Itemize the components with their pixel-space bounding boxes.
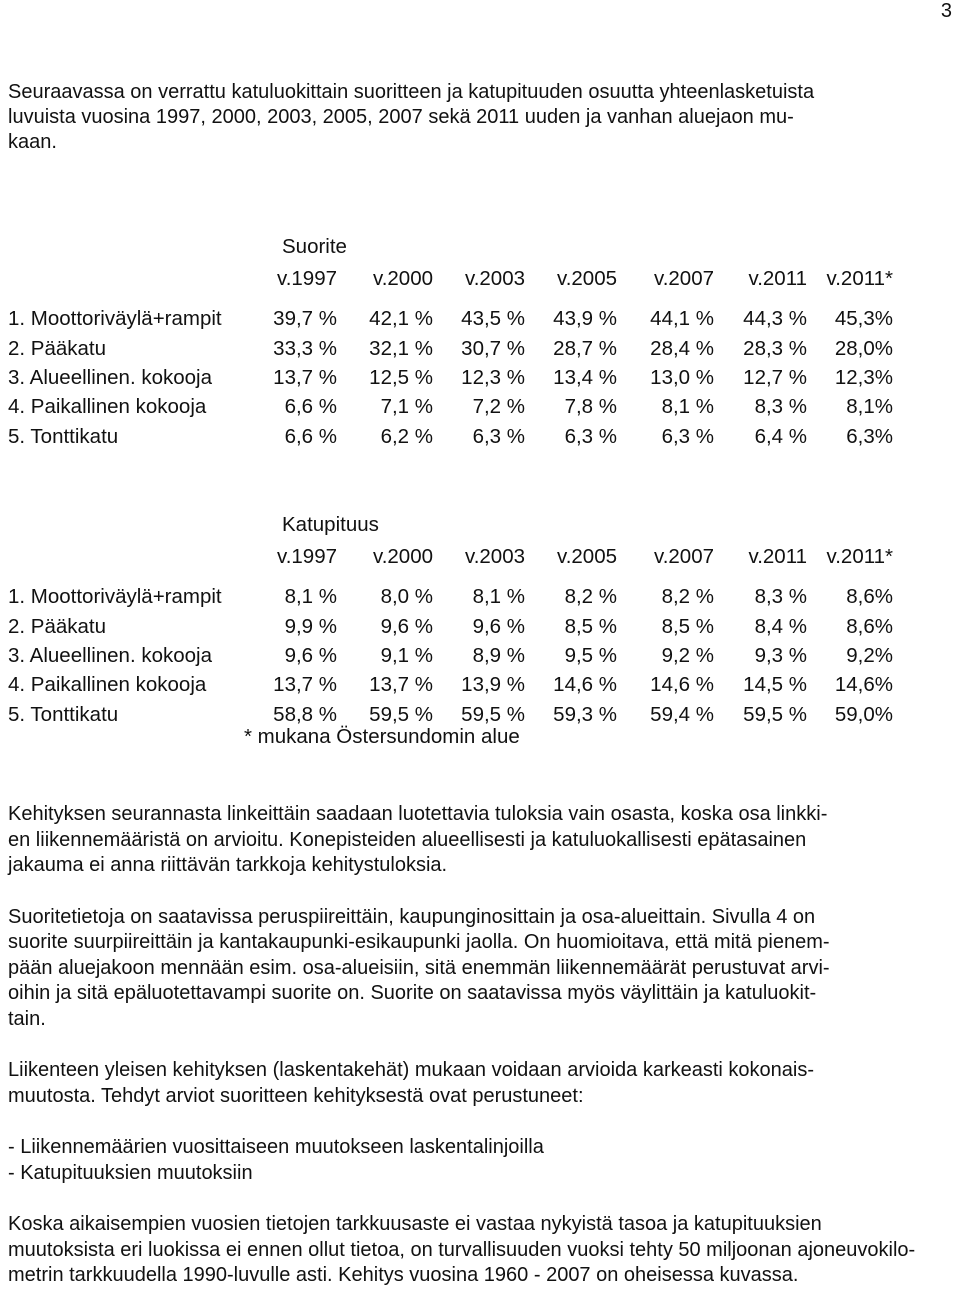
table-cell: 43,5 % <box>461 307 525 330</box>
row-label: 3. Alueellinen. kokooja <box>8 644 213 667</box>
text-line: jakauma ei anna riittävän tarkkoja kehitystuloksia. <box>8 854 448 876</box>
intro-line: luvuista vuosina 1997, 2000, 2003, 2005, 2007 sekä 2011 uuden ja vanhan aluejaon mu- <box>8 106 794 128</box>
text-line: Suoritetietoja on saatavissa peruspiireittäin, kaupunginosittain ja osa-alueittain. Sivulla 4 on <box>8 905 816 928</box>
column-header: v.2000 <box>372 545 433 568</box>
table-cell: 33,3 % <box>273 337 337 360</box>
text-line: Liikenteen yleisen kehityksen (laskentakehät) mukaan voidaan arvioida karkeasti kokonais- <box>8 1059 814 1081</box>
table-row <box>8 366 948 395</box>
table-cell: 13,9 % <box>461 673 525 696</box>
table-row <box>8 425 948 454</box>
table-cell: 44,3 % <box>743 307 807 330</box>
table-cell: 6,3% <box>846 425 893 448</box>
table-cell: 9,3 % <box>754 644 807 667</box>
row-label: 3. Alueellinen. kokooja <box>8 366 213 389</box>
column-header: v.2005 <box>556 545 617 568</box>
table-footnote: * mukana Östersundomin alue <box>244 725 520 748</box>
column-header: v.2011 <box>748 545 807 568</box>
text-line: Kehityksen seurannasta linkeittäin saadaan luotettavia tuloksia vain osasta, koska osa linkki- <box>8 803 828 825</box>
table-cell: 30,7 % <box>461 337 525 360</box>
table-cell: 12,3% <box>834 366 893 389</box>
bullet-list <box>8 1135 938 1186</box>
table-cell: 8,3 % <box>754 585 807 608</box>
table-cell: 6,3 % <box>472 425 525 448</box>
table-cell: 12,5 % <box>369 366 433 389</box>
intro-line: kaan. <box>8 131 57 153</box>
table-cell: 13,0 % <box>650 366 714 389</box>
table-cell: 8,5 % <box>661 615 714 638</box>
table-cell: 6,6 % <box>284 395 337 418</box>
table-cell: 14,6% <box>834 673 893 696</box>
table-cell: 39,7 % <box>273 307 337 330</box>
table-cell: 14,5 % <box>743 673 807 696</box>
table-cell: 8,6% <box>846 615 893 638</box>
row-label: 1. Moottoriväylä+rampit <box>8 585 222 608</box>
body-text <box>8 802 938 1289</box>
table-cell: 6,4 % <box>754 425 807 448</box>
text-line: oihin ja sitä epäluotettavampi suorite on. Suorite on saatavissa myös väylittäin ja katuluokit- <box>8 982 817 1004</box>
table-cell: 9,1 % <box>380 644 433 667</box>
table-cell: 14,6 % <box>650 673 714 696</box>
column-header: v.2007 <box>653 267 714 290</box>
table-cell: 42,1 % <box>369 307 433 330</box>
row-label: 5. Tonttikatu <box>8 703 119 726</box>
table-cell: 59,3 % <box>553 703 617 726</box>
table-cell: 7,2 % <box>472 395 525 418</box>
table-cell: 6,3 % <box>661 425 714 448</box>
text-line: en liikennemääristä on arvioitu. Konepisteiden alueellisesti ja katuluokallisesti epätasainen <box>8 828 807 851</box>
table-cell: 7,8 % <box>564 395 617 418</box>
page-number: 3 <box>940 0 952 22</box>
table-cell: 45,3% <box>834 307 893 330</box>
table-cell: 13,7 % <box>273 366 337 389</box>
table-cell: 9,6 % <box>380 615 433 638</box>
row-label: 2. Pääkatu <box>8 337 107 360</box>
table-cell: 9,6 % <box>472 615 525 638</box>
table-cell: 7,1 % <box>380 395 433 418</box>
table-row <box>8 395 948 424</box>
column-header: v.2000 <box>372 267 433 290</box>
column-header: v.2005 <box>556 267 617 290</box>
table-cell: 8,2 % <box>661 585 714 608</box>
paragraph <box>8 802 938 879</box>
table-cell: 58,8 % <box>273 703 337 726</box>
list-item: - Katupituuksien muutoksiin <box>8 1161 253 1184</box>
table-cell: 28,4 % <box>650 337 714 360</box>
column-header: v.1997 <box>276 545 337 568</box>
table-row <box>8 673 948 702</box>
table-row <box>8 585 948 614</box>
header-row <box>8 267 948 296</box>
list-item: - Liikennemäärien vuosittaiseen muutokseen laskentalinjoilla <box>8 1136 544 1158</box>
table-cell: 6,6 % <box>284 425 337 448</box>
text-line: metrin tarkkuudella 1990-luvulle asti. Kehitys vuosina 1960 - 2007 on oheisessa kuvassa. <box>8 1264 799 1286</box>
text-line: muutoksista eri luokissa ei ennen ollut tietoa, on turvallisuuden vuoksi tehty 50 miljoonan ajoneuvokilo- <box>8 1238 916 1261</box>
table-cell: 13,7 % <box>273 673 337 696</box>
table-cell: 28,3 % <box>743 337 807 360</box>
text-line: tain. <box>8 1007 46 1030</box>
table-cell: 59,5 % <box>461 703 525 726</box>
table-row <box>8 644 948 673</box>
table-cell: 44,1 % <box>650 307 714 330</box>
table-cell: 6,3 % <box>564 425 617 448</box>
table-cell: 59,5 % <box>369 703 433 726</box>
table-cell: 9,9 % <box>284 615 337 638</box>
table-cell: 13,4 % <box>553 366 617 389</box>
header-row <box>8 545 948 574</box>
table-cell: 9,2 % <box>661 644 714 667</box>
table-row <box>8 337 948 366</box>
row-label: 2. Pääkatu <box>8 615 107 638</box>
table-cell: 8,1 % <box>284 585 337 608</box>
paragraph <box>8 1212 938 1289</box>
row-label: 4. Paikallinen kokooja <box>8 395 207 418</box>
text-line: muutosta. Tehdyt arviot suoritteen kehityksestä ovat perustuneet: <box>8 1084 584 1107</box>
table-cell: 8,0 % <box>380 585 433 608</box>
table-cell: 8,1% <box>846 395 893 418</box>
table-cell: 59,0% <box>834 703 893 726</box>
table-cell: 59,5 % <box>743 703 807 726</box>
text-line: suorite suurpiireittäin ja kantakaupunki-esikaupunki jaolla. On huomioitava, että mitä pienem- <box>8 931 830 953</box>
table-cell: 6,2 % <box>380 425 433 448</box>
column-header: v.2007 <box>653 545 714 568</box>
column-header: v.2011* <box>826 545 893 568</box>
table-cell: 8,1 % <box>661 395 714 418</box>
table-cell: 8,9 % <box>472 644 525 667</box>
column-header: v.2003 <box>464 545 525 568</box>
table-cell: 59,4 % <box>650 703 714 726</box>
intro-paragraph <box>8 80 938 155</box>
table-cell: 8,2 % <box>564 585 617 608</box>
text-line: pään aluejakoon mennään esim. osa-alueisiin, sitä enemmän liikennemäärät perustuvat arvi- <box>8 956 830 979</box>
table-cell: 14,6 % <box>553 673 617 696</box>
table-cell: 43,9 % <box>553 307 617 330</box>
table-row <box>8 307 948 336</box>
table-caption: Katupituus <box>282 513 379 536</box>
table-caption: Suorite <box>282 235 347 258</box>
table-cell: 9,6 % <box>284 644 337 667</box>
table-row <box>8 615 948 644</box>
table-cell: 8,5 % <box>564 615 617 638</box>
column-header: v.1997 <box>276 267 337 290</box>
paragraph <box>8 905 938 1033</box>
column-header: v.2003 <box>464 267 525 290</box>
table-cell: 8,4 % <box>754 615 807 638</box>
row-label: 1. Moottoriväylä+rampit <box>8 307 222 330</box>
table-cell: 8,6% <box>846 585 893 608</box>
row-label: 5. Tonttikatu <box>8 425 119 448</box>
table-cell: 13,7 % <box>369 673 433 696</box>
intro-line: Seuraavassa on verrattu katuluokittain suoritteen ja katupituuden osuutta yhteenlasketuista <box>8 81 815 103</box>
paragraph <box>8 1058 938 1109</box>
column-header: v.2011 <box>748 267 807 290</box>
table-cell: 9,5 % <box>564 644 617 667</box>
table-cell: 28,0% <box>834 337 893 360</box>
table-cell: 12,3 % <box>461 366 525 389</box>
table-cell: 12,7 % <box>743 366 807 389</box>
table-cell: 28,7 % <box>553 337 617 360</box>
table-cell: 32,1 % <box>369 337 433 360</box>
table-cell: 8,1 % <box>472 585 525 608</box>
table-cell: 8,3 % <box>754 395 807 418</box>
column-header: v.2011* <box>826 267 893 290</box>
text-line: Koska aikaisempien vuosien tietojen tarkkuusaste ei vastaa nykyistä tasoa ja katupituuksien <box>8 1213 822 1235</box>
table-cell: 9,2% <box>846 644 893 667</box>
row-label: 4. Paikallinen kokooja <box>8 673 207 696</box>
